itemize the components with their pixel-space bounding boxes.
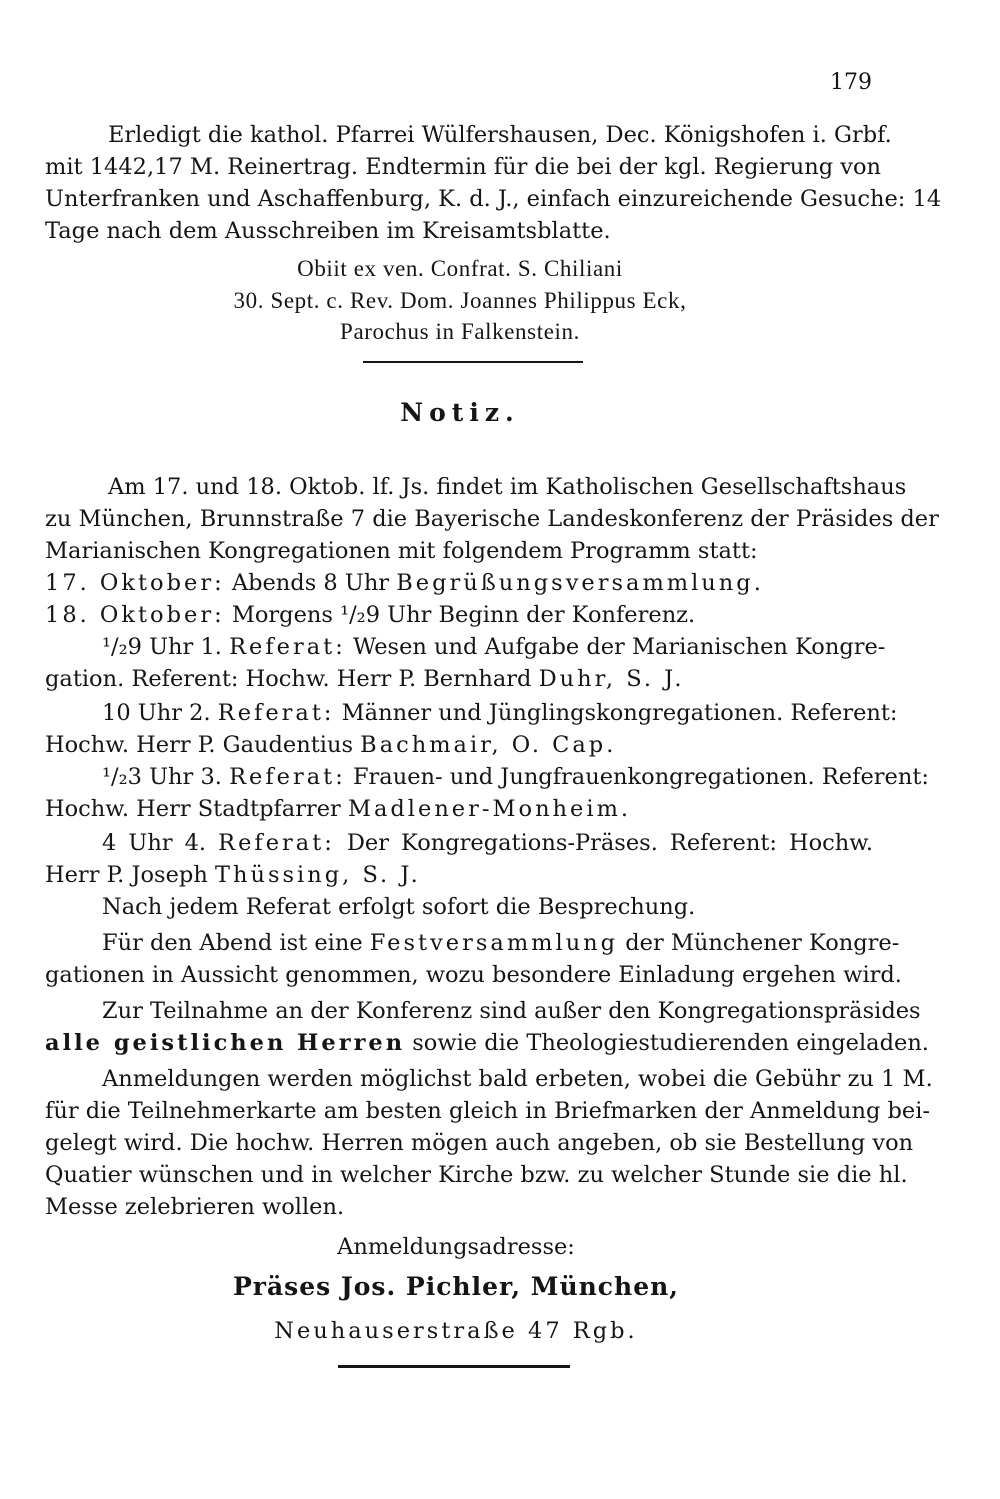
referat-time: ¹/₂9 Uhr 1. [102,634,222,660]
obituary-line-2: 30. Sept. c. Rev. Dom. Joannes Philippus Eck, [233,288,687,313]
evening-festversammlung: Festversammlung [369,930,619,956]
discussion-line: Nach jedem Referat erfolgt sofort die Besprechung. [102,894,696,920]
schedule-date: 17. Oktober: [45,570,225,596]
evening-text-a: Für den Abend ist eine [102,930,363,956]
page-number: 179 [830,70,872,95]
referat-1-line-2 [45,664,685,694]
address-name: Präses Jos. Pichler, München, [233,1272,679,1301]
referat-time: 4 Uhr 4. [102,830,207,856]
registration-line-3: gelegt wird. Die hochw. Herren mögen auch angeben, ob sie Bestellung von [45,1130,914,1156]
obituary-line-1: Obiit ex ven. Confrat. S. Chiliani [297,256,623,281]
referat-2-line-1 [102,698,898,728]
section-divider [363,361,583,363]
schedule-date: 18. Oktober: [45,602,225,628]
vacancy-line-4: Tage nach dem Ausschreiben im Kreisamtsblatte. [45,218,611,244]
notice-intro-line-2: zu München, Brunnstraße 7 die Bayerische Landeskonferenz der Präsides der [45,506,939,532]
schedule-day-1 [45,568,764,598]
schedule-text: Morgens ¹/₂9 Uhr Beginn der Konferenz. [231,602,696,628]
participation-emphasis: alle geistlichen Herren [45,1030,406,1056]
registration-line-5: Messe zelebrieren wollen. [45,1194,345,1220]
evening-line-2: gationen in Aussicht genommen, wozu besondere Einladung ergehen wird. [45,962,902,988]
obituary-line-3: Parochus in Falkenstein. [340,319,580,344]
evening-text-b: der Münchener Kongre- [625,930,900,956]
referat-title: Frauen- und Jungfrauenkongregationen. Referent: [352,764,929,790]
referat-title: Der Kongregations-Präses. Referent: Hochw. [346,830,874,856]
referat-label: Referat: [229,634,346,660]
referat-speaker-name: Duhr, S. J. [538,666,685,692]
referat-2-line-2 [45,730,616,760]
schedule-time: Abends 8 Uhr [231,570,390,596]
referat-speaker: Herr P. Joseph [45,862,208,888]
referat-speaker: Hochw. Herr Stadtpfarrer [45,796,341,822]
referat-speaker-name: Madlener-Monheim. [347,796,632,822]
referat-3-line-1 [102,762,929,792]
referat-speaker-name: Bachmair, O. Cap. [360,732,617,758]
notice-intro-line-1: Am 17. und 18. Oktob. lf. Js. findet im Katholischen Gesellschaftshaus [108,474,907,500]
referat-time: 10 Uhr 2. [102,700,211,726]
referat-label: Referat: [218,830,335,856]
schedule-event: Begrüßungsversammlung. [396,570,764,596]
referat-label: Referat: [229,764,346,790]
participation-line-1: Zur Teilnahme an der Konferenz sind außer den Kongregationspräsides [102,998,921,1024]
evening-line-1 [102,928,900,958]
referat-4-line-1 [102,828,873,858]
referat-title: Wesen und Aufgabe der Marianischen Kongre- [352,634,886,660]
schedule-day-2 [45,600,695,630]
address-street: Neuhauserstraße 47 Rgb. [274,1318,638,1344]
notice-heading: Notiz. [400,398,520,427]
referat-speaker: Hochw. Herr P. Gaudentius [45,732,354,758]
vacancy-line-3: Unterfranken und Aschaffenburg, K. d. J., einfach einzureichende Gesuche: 14 [45,186,942,212]
referat-3-line-2 [45,794,631,824]
referat-speaker-name: Thüssing, S. J. [214,862,421,888]
vacancy-line-1: Erledigt die kathol. Pfarrei Wülfershausen, Dec. Königshofen i. Grbf. [108,122,892,148]
referat-title: Männer und Jünglingskongregationen. Referent: [341,700,898,726]
vacancy-line-2: mit 1442,17 M. Reinertrag. Endtermin für die bei der kgl. Regierung von [45,154,882,180]
referat-speaker: gation. Referent: Hochw. Herr P. Bernhard [45,666,532,692]
address-label: Anmeldungsadresse: [337,1234,575,1260]
registration-line-1: Anmeldungen werden möglichst bald erbeten, wobei die Gebühr zu 1 M. [102,1066,933,1092]
notice-intro-line-3: Marianischen Kongregationen mit folgendem Programm statt: [45,538,758,564]
participation-line-2 [45,1028,929,1058]
participation-text: sowie die Theologiestudierenden eingeladen. [412,1030,929,1056]
referat-4-line-2 [45,860,421,890]
referat-1-line-1 [102,632,886,662]
referat-label: Referat: [217,700,335,726]
closing-rule [338,1365,570,1368]
registration-line-4: Quatier wünschen und in welcher Kirche bzw. zu welcher Stunde sie die hl. [45,1162,908,1188]
registration-line-2: für die Teilnehmerkarte am besten gleich in Briefmarken der Anmeldung bei- [45,1098,931,1124]
referat-time: ¹/₂3 Uhr 3. [102,764,222,790]
